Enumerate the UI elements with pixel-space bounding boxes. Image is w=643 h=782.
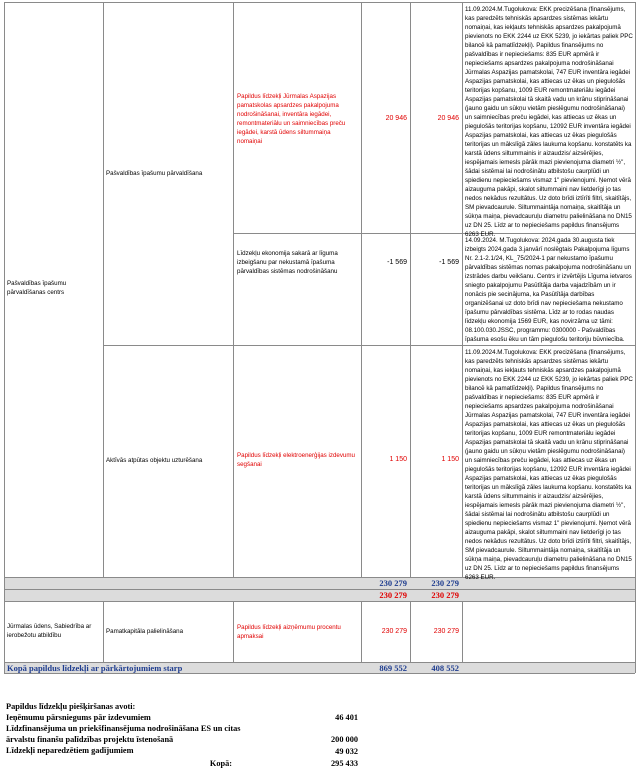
amount-cell: 1 150 bbox=[441, 456, 459, 463]
description-cell: Līdzekļu ekonomija sakarā ar līguma izbeigšanu par nekustamā īpašuma pārvaldības sistēmas nodrošināšanu bbox=[237, 250, 338, 275]
amount-cell: -1 569 bbox=[387, 259, 407, 266]
table-border-bottom bbox=[4, 673, 635, 674]
amount-cell: -1 569 bbox=[439, 259, 459, 266]
description-cell: Papildus līdzekļi aizņēmumu procentu apmaksai bbox=[237, 624, 341, 640]
amount-cell: 230 279 bbox=[433, 628, 459, 635]
table-border-right bbox=[635, 2, 636, 673]
comment-cell: 11.09.2024.M.Tugolukova: EKK precizēšana (finansējums, kas paredzēts tehniskās apsardzes sistēmas iekārtu nomaiņai, kas iekļauts tehniskās apsardzes pakalpojumā pievienots no EKK 2244 uz EKK 5239, jo iekārtas paliek PPC bilancē kā pamatlīdzekļi). Papildus finansējums no pašvaldības ir nepieciešams: 835 EUR apmērā ir nepieciešams apsardzes pakalpojuma nodrošināšanai Jūrmalas Aspazijas pamatskolai, 747 EUR inventāra iegādei Aspazijas pamatskolai, kas attiecas uz ēkas un piegulošās teritorijas kopšanu, 1009 EUR remontmateriālu iegādei Aspazijas pamatskolai tā skaitā vadu un krānu stiprināšanai (jauno gaidu un sūkņu vietām pieslēgumu nodrošināšanai) un saimniecības preču iegādei, kas attiecas uz ēkas un piegulošās teritorijas kopšanu, 12092 EUR inventāra iegādei Aspazijas pamatskolai, kas attiecas uz ēkas piegulošās teritorijas un mākslīgā zāles laukuma kopšanu. konstatēts ka karstā ūdens siltummainis ir aizaudzis/ aizsērējies, iespējamais iemesls pārāk mazi pievienojuma diametri ½", šādai sistēmai lai nodrošinātu atbilstošu caurplūdi un spiedienu nepieciešams vismaz 1" pievienojumi. Ņemot vērā aizauguma pakāpi, skalot siltummaini nav lietderīgi jo tas nedos nekādus rezultātus. Uz doto brīdi iztīrīti filtri, skaitītājs, SM pievadcaurule. Siltummaintāja nomaiņa, skaitītāja un sūkņa maiņa, pievadcauruļu diametru palielināšana no DN15 uz DN 25. Līdz ar to nepieciešams papildus finansējums 6263 EUR. bbox=[465, 6, 633, 238]
row-divider bbox=[4, 601, 635, 602]
description-cell: Papildus līdzekļi Jūrmalas Aspazijas pamatskolas apsardzes pakalpojuma nodrošināšanai, inventāra iegādei, remontmateriālu un saimniecības preču iegādei, karstā ūdens siltummaiņa nomaiņai bbox=[237, 93, 346, 145]
col-divider bbox=[103, 2, 104, 577]
grand-total-amount: 408 552 bbox=[431, 663, 459, 673]
amount-cell: 230 279 bbox=[381, 628, 407, 635]
program-cell: Aktīvās atpūtas objektu uzturēšana bbox=[106, 457, 203, 464]
source-value: 49 032 bbox=[335, 747, 358, 756]
subtotal-amount: 230 279 bbox=[431, 578, 459, 588]
amount-cell: 20 946 bbox=[437, 115, 459, 122]
program-cell: Pamatkapitāla palielināšana bbox=[106, 628, 184, 635]
sources-total-value: 295 433 bbox=[331, 759, 358, 768]
sources-total-label: Kopā: bbox=[209, 759, 232, 768]
source-label: Līdzekļi neparedzētiem gadījumiem bbox=[6, 746, 134, 755]
grand-total-amount: 869 552 bbox=[379, 663, 407, 673]
comment-cell: 11.09.2024.M.Tugolukova: EKK precizēšana (finansējums, kas paredzēts tehniskās apsardzes sistēmas iekārtu nomaiņai, kas iekļauts tehniskās apsardzes pakalpojumā pievienots no EKK 2244 uz EKK 5239, jo iekārtas paliek PPC bilancē kā pamatlīdzekļi). Papildus finansējums no pašvaldības ir nepieciešams: 835 EUR apmērā ir nepieciešams apsardzes pakalpojuma nodrošināšanai Jūrmalas Aspazijas pamatskolai, 747 EUR inventāra iegādei Aspazijas pamatskolai, kas attiecas uz ēkas un piegulošās teritorijas kopšanu, 1009 EUR remontmateriālu iegādei Aspazijas pamatskolai tā skaitā vadu un krānu stiprināšanai (jauno gaidu un sūkņu vietām pieslēgumu nodrošināšanai) un saimniecības preču iegādei, kas attiecas uz ēkas un piegulošās teritorijas kopšanu, 12092 EUR inventāra iegādei Aspazijas pamatskolai, kas attiecas uz ēkas piegulošās teritorijas un mākslīgā zāles laukuma kopšanu. konstatēts ka karstā ūdens siltummainis ir aizaudzis/ aizsērējies, iespējamais iemesls pārāk mazi pievienojuma diametri ½", šādai sistēmai lai nodrošinātu atbilstošu caurplūdi un spiedienu nepieciešams vismaz 1" pievienojumi. Ņemot vērā aizauguma pakāpi, skalot siltummaini nav lietderīgi jo tas nedos nekādus rezultātus. Uz doto brīdi iztīrīti filtri, skaitītājs, SM pievadcaurule. Siltummaintāja nomaiņa, skaitītāja un sūkņa maiņa, pievadcauruļu diametru palielināšana no DN15 uz DN 25. Līdz ar to nepieciešams papildus finansējums 6263 EUR. bbox=[465, 349, 633, 581]
category-cell: Pašvaldības īpašumu pārvaldīšanas centrs bbox=[7, 280, 67, 296]
source-value: 200 000 bbox=[331, 735, 358, 744]
comment-cell: 14.09.2024. M.Tugolukova: 2024.gada 30.augusta tiek izbeigts 2024.gada 3.janvārī noslēgtais Pakalpojuma līgums Nr. 2.1-2.1/24, KL_75/2024-1 par nekustamo īpašumu pārvaldības sistēmas nomas pakalpojuma nodrošināšanu un izstrādes darbu veikšanu. Centrs ir izvērtējis Līguma ietvaros sniegto pakalpojumu Pasūtītāja darba vajadzībām un ir nonācis pie secinājuma, ka Pasūtītāja darbības organizēšanai uz doto brīdi nav nepieciešama nekustamo īpašumu pārvaldības sistēma. Līdz ar to rodas naudas līdzekļu ekonomija 1569 EUR, kas novirzāma uz tāmi: 08.100.030.JSSC, programmu: 0300000 - Pašvaldības īpašuma esošu ēku un tām piegulošu teritoriju būvniecība. bbox=[465, 237, 632, 343]
col-divider bbox=[462, 2, 463, 673]
source-value: 46 401 bbox=[335, 713, 358, 722]
col-divider bbox=[361, 2, 362, 673]
amount-cell: 20 946 bbox=[385, 115, 407, 122]
subtotal-row-band bbox=[5, 590, 635, 601]
description-cell: Papildus līdzekļi elektroenerģijas izdevumu segšanai bbox=[237, 452, 355, 468]
table-border-top bbox=[4, 2, 635, 3]
grand-total-label: Kopā papildus līdzekļi ar pārkārtojumiem starp bbox=[7, 663, 183, 673]
col-divider bbox=[410, 2, 411, 673]
col-divider bbox=[233, 601, 234, 662]
subtotal-amount: 230 279 bbox=[379, 578, 407, 588]
source-label: Ieņēmumu pārsniegums pār izdevumiem bbox=[6, 713, 151, 722]
subtotal-amount: 230 279 bbox=[379, 590, 407, 600]
program-cell: Pašvaldības īpašumu pārvaldīšana bbox=[106, 170, 203, 177]
sources-heading: Papildus līdzekļu piešķiršanas avoti: bbox=[6, 702, 136, 711]
category-cell: Jūrmalas ūdens, Sabiedrība ar ierobežotu atbildību bbox=[7, 623, 92, 639]
table-border-left bbox=[4, 2, 5, 673]
source-label: Līdzfinansējuma un priekšfinansējuma nodrošināšana ES un citas ārvalstu finanšu palīdzības projektu īstenošanā bbox=[6, 724, 241, 744]
col-divider bbox=[233, 2, 234, 577]
subtotal-amount: 230 279 bbox=[431, 590, 459, 600]
row-divider bbox=[103, 345, 635, 346]
amount-cell: 1 150 bbox=[389, 456, 407, 463]
col-divider bbox=[103, 601, 104, 662]
